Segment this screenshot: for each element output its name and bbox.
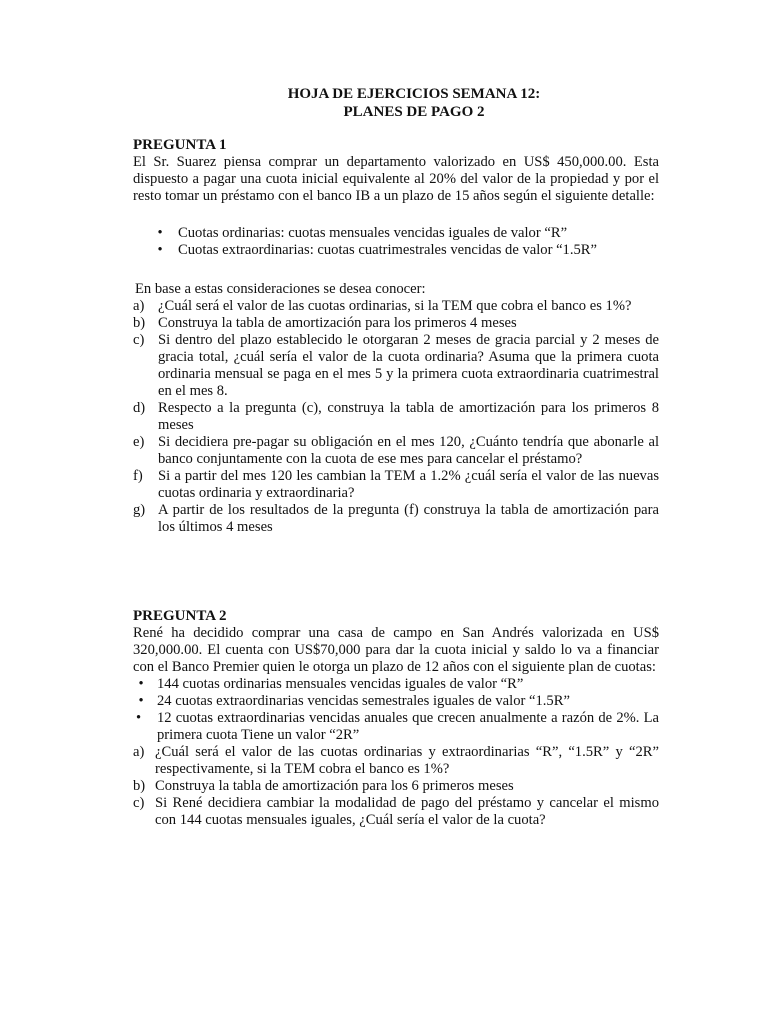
bullet-icon: • [138, 693, 144, 709]
document-title [0, 85, 768, 121]
list-item: d) Respecto a la pregunta (c), construya la tabla de amortización para los primeros 8 meses [133, 400, 659, 433]
question-2-paragraph: René ha decidido comprar una casa de campo en San Andrés valorizada en US$ 320,000.00. El cuenta con US$70,000 para dar la cuota inicial y saldo lo va a financiar con el Banco Premier quien le otorga un plazo de 12 años con el siguiente plan de cuotas: [133, 625, 659, 675]
list-item: a) ¿Cuál será el valor de las cuotas ordinarias y extraordinarias “R”, “1.5R” y “2R” respectivamente, si la TEM cobra el banco es 1%? [133, 744, 659, 777]
question-1-heading: PREGUNTA 1 [133, 137, 227, 153]
bullet-icon: • [157, 242, 163, 258]
list-item: • 12 cuotas extraordinarias vencidas anuales que crecen anualmente a razón de 2%. La primera cuota Tiene un valor “2R” [136, 710, 659, 743]
list-item: e) Si decidiera pre-pagar su obligación en el mes 120, ¿Cuánto tendría que abonarle al banco conjuntamente con la cuota de ese mes para cancelar el préstamo? [133, 434, 659, 467]
title-line-1: HOJA DE EJERCICIOS SEMANA 12: [287, 86, 541, 102]
question-2-section [133, 608, 659, 829]
question-1-items [133, 298, 659, 536]
question-1-section [133, 137, 659, 536]
list-item: b) Construya la tabla de amortización para los primeros 4 meses [133, 315, 517, 331]
list-item: • 24 cuotas extraordinarias vencidas semestrales iguales de valor “1.5R” [133, 693, 659, 710]
list-item: a) ¿Cuál será el valor de las cuotas ordinarias, si la TEM que cobra el banco es 1%? [133, 298, 632, 314]
list-item: c) Si René decidiera cambiar la modalidad de pago del préstamo y cancelar el mismo con 144 cuotas mensuales iguales, ¿Cuál sería el valor de la cuota? [133, 795, 659, 828]
question-1-bullets [133, 225, 659, 259]
question-1-intro: En base a estas consideraciones se desea conocer: [135, 281, 426, 297]
question-1-paragraph: El Sr. Suarez piensa comprar un departamento valorizado en US$ 450,000.00. Esta dispuesto a pagar una cuota inicial equivalente al 20% del valor de la propiedad y por el resto tomar un préstamo con el banco IB a un plazo de 15 años según el siguiente detalle: [133, 154, 659, 204]
question-2-heading: PREGUNTA 2 [133, 608, 227, 624]
list-item: • Cuotas ordinarias: cuotas mensuales vencidas iguales de valor “R” [133, 225, 659, 242]
question-2-items [133, 744, 659, 829]
bullet-icon: • [138, 676, 144, 692]
question-2-bullets [133, 676, 659, 744]
title-line-2: PLANES DE PAGO 2 [343, 104, 485, 120]
list-item: • 144 cuotas ordinarias mensuales vencidas iguales de valor “R” [133, 676, 659, 693]
list-item: c) Si dentro del plazo establecido le otorgaran 2 meses de gracia parcial y 2 meses de gracia total, ¿cuál sería el valor de la cuota ordinaria? Asuma que la primera cuota ordinaria mensual se paga en el mes 5 y la primera cuota extraordinaria cuatrimestral en el mes 8. [133, 332, 659, 399]
list-item: b) Construya la tabla de amortización para los 6 primeros meses [133, 778, 514, 794]
list-item: • Cuotas extraordinarias: cuotas cuatrimestrales vencidas de valor “1.5R” [133, 242, 659, 259]
list-item: g) A partir de los resultados de la pregunta (f) construya la tabla de amortización para los últimos 4 meses [133, 502, 659, 535]
bullet-icon: • [157, 225, 163, 241]
list-item: f) Si a partir del mes 120 les cambian la TEM a 1.2% ¿cuál sería el valor de las nuevas cuotas ordinaria y extraordinaria? [133, 468, 659, 501]
bullet-icon: • [136, 710, 142, 726]
